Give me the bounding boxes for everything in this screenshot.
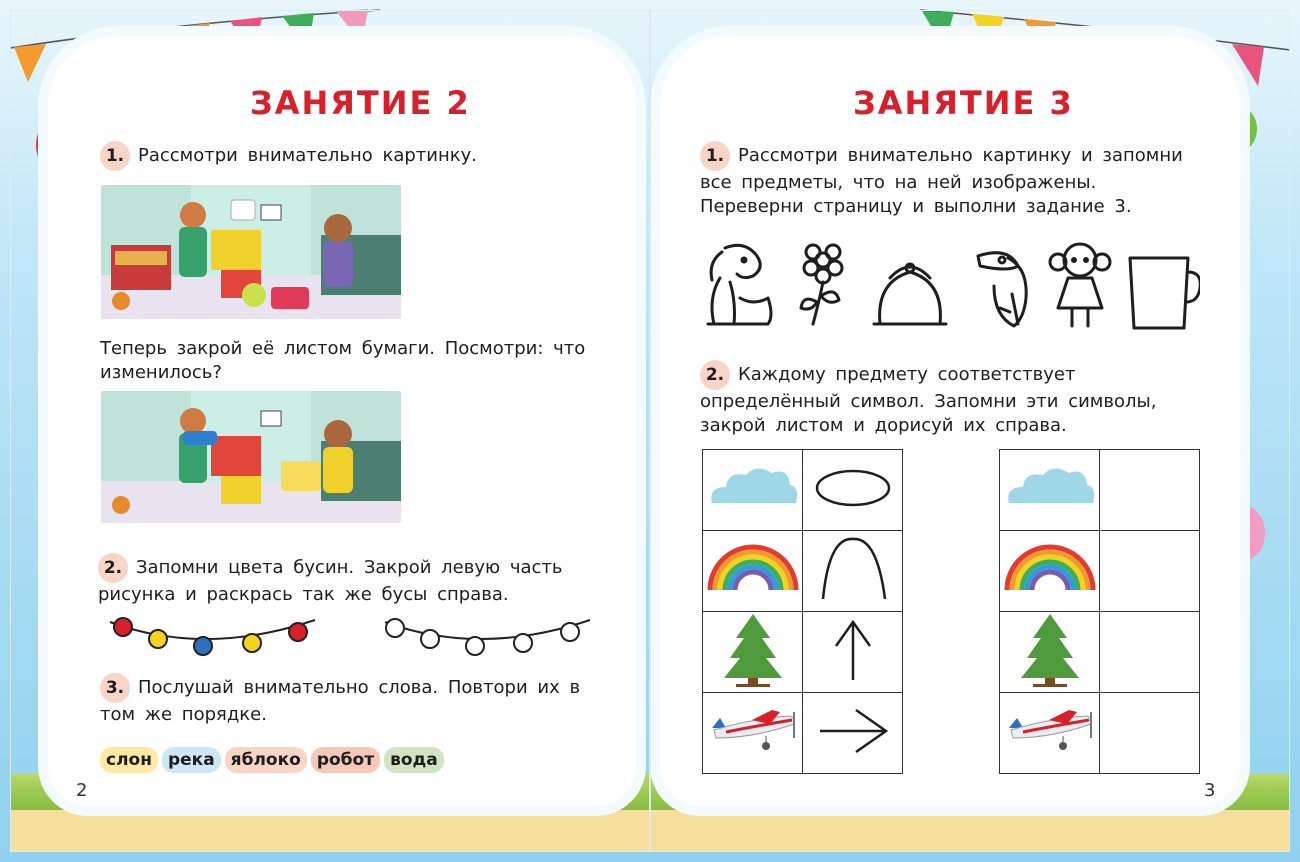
bead: [194, 637, 212, 655]
word-chip: робот: [311, 747, 380, 773]
arc-symbol: [813, 537, 893, 601]
empty-symbol-cell[interactable]: [1100, 612, 1200, 693]
left-task-1: [100, 141, 600, 171]
task-text: Рассмотри внимательно картинку.: [138, 145, 477, 166]
grid-row: [703, 612, 903, 693]
doll-icon: [1050, 244, 1110, 326]
task-number-badge: 1.: [700, 141, 730, 171]
word-list: [100, 747, 444, 773]
cloud-icon: [706, 463, 800, 513]
empty-symbol-cell[interactable]: [1100, 450, 1200, 531]
task-text: Рассмотри внимательно картинку и запомни все предметы, что на ней изображены. Переверни страницу и выполни задание 3.: [700, 145, 1183, 217]
outline-items-row: [700, 238, 1200, 333]
cloud-icon: [1003, 463, 1097, 513]
empty-symbol-cell[interactable]: [1100, 693, 1200, 774]
classroom-picture-2: [101, 391, 401, 523]
task-number-badge: 2.: [700, 360, 730, 390]
bead: [114, 618, 132, 636]
word-chip: яблоко: [225, 747, 307, 773]
task-text: Каждому предмету соответствует определённый символ. Запомни эти символы, закрой листом и дорисуй их справа.: [700, 364, 1157, 436]
left-task-2: [98, 553, 598, 607]
symbols-grid-reference: [702, 449, 903, 774]
right-task-2: [700, 360, 1190, 438]
up-arrow-symbol: [828, 618, 878, 682]
page-number-left: 2: [76, 780, 88, 801]
grid-row: [703, 450, 903, 531]
task-number-badge: 1.: [100, 141, 130, 171]
bead: [243, 634, 261, 652]
page-number-right: 3: [1204, 780, 1216, 801]
symbols-grid-answer: [999, 449, 1200, 774]
rainbow-icon: [706, 544, 800, 594]
kettle-icon: [874, 264, 946, 324]
left-task-3: [100, 673, 595, 727]
bead: [289, 623, 307, 641]
airplane-icon: [706, 706, 800, 756]
right-task-1: [700, 141, 1190, 219]
grid-row: [1000, 693, 1200, 774]
book-gutter: [649, 10, 651, 852]
grid-row: [1000, 531, 1200, 612]
task-number-badge: 3.: [100, 673, 130, 703]
bead: [149, 630, 167, 648]
tree-icon: [1015, 612, 1085, 688]
lesson-3-title: ЗАНЯТИЕ 3: [853, 84, 1074, 122]
word-chip: вода: [384, 747, 444, 773]
left-between-text: Теперь закрой её листом бумаги. Посмотри: что изменилось?: [100, 338, 586, 383]
task-number-badge: 2.: [98, 553, 128, 583]
flower-icon: [801, 245, 842, 324]
grid-row: [703, 693, 903, 774]
task-text: Послушай внимательно слова. Повтори их в том же порядке.: [100, 677, 581, 725]
dog-icon: [708, 245, 771, 324]
classroom-picture-1: [101, 185, 401, 319]
colored-beads: [105, 612, 320, 662]
grid-row: [1000, 612, 1200, 693]
tree-icon: [718, 612, 788, 688]
mug-icon: [1130, 258, 1200, 328]
lesson-2-title: ЗАНЯТИЕ 2: [250, 84, 471, 122]
toucan-icon: [978, 253, 1026, 326]
empty-beads: [380, 612, 595, 662]
grid-row: [703, 531, 903, 612]
grid-row: [1000, 450, 1200, 531]
oval-symbol: [813, 466, 893, 510]
word-chip: река: [162, 747, 221, 773]
airplane-icon: [1003, 706, 1097, 756]
word-chip: слон: [100, 747, 158, 773]
empty-symbol-cell[interactable]: [1100, 531, 1200, 612]
right-arrow-symbol: [818, 706, 888, 756]
rainbow-icon: [1003, 544, 1097, 594]
task-text: Запомни цвета бусин. Закрой левую часть рисунка и раскрась так же бусы справа.: [98, 557, 563, 605]
